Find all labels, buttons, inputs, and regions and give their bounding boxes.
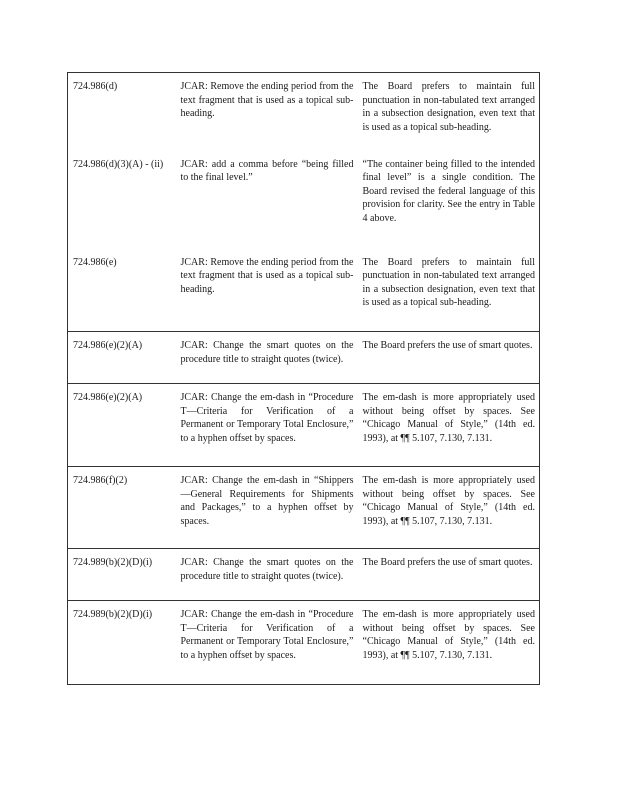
response-cell: The Board prefers the use of smart quotes. (358, 549, 540, 601)
table-row (68, 73, 540, 151)
response-cell: The Board prefers to maintain full punctuation in non-tabulated text arranged in a subsection designation, even text that is used as a topical sub-heading. (358, 73, 540, 151)
response-cell: “The container being filled to the intended final level” is a single condition. The Board revised the federal language of this provision for clarity. See the entry in Table 4 above. (358, 151, 540, 249)
table-row (68, 151, 540, 249)
comment-cell: JCAR: Change the smart quotes on the procedure title to straight quotes (twice). (176, 549, 358, 601)
comment-cell: JCAR: add a comma before “being filled to the final level.” (180, 158, 354, 183)
section-cell: 724.986(f)(2) (68, 467, 176, 549)
table-row (68, 601, 540, 685)
response-cell: The Board prefers the use of smart quotes. (358, 332, 540, 384)
section-cell: 724.986(e)(2)(A) (68, 332, 176, 384)
table-row (68, 332, 540, 384)
comment-cell: JCAR: Change the em-dash in “Procedure T—Criteria for Verification of a Permanent or Temporary Total Enclosure,” to a hyphen offset by spaces. (176, 601, 358, 685)
section-cell: 724.989(b)(2)(D)(i) (68, 601, 176, 685)
comments-table (67, 72, 540, 685)
table-row (68, 467, 540, 549)
section-cell: 724.986(d)(3)(A) - (ii) (68, 151, 176, 249)
table-row (68, 384, 540, 467)
table-row (68, 549, 540, 601)
response-cell: The em-dash is more appropriately used without being offset by spaces. See “Chicago Manual of Style,” (14th ed. 1993), at ¶¶ 5.107, 7.130, 7.131. (358, 384, 540, 467)
response-cell: The Board prefers to maintain full punctuation in non-tabulated text arranged in a subsection designation, even text that is used as a topical sub-heading. (358, 249, 540, 332)
section-cell: 724.986(d) (68, 73, 176, 151)
section-cell: 724.986(e) (68, 249, 176, 332)
response-cell: The em-dash is more appropriately used without being offset by spaces. See “Chicago Manual of Style,” (14th ed. 1993), at ¶¶ 5.107, 7.130, 7.131. (358, 467, 540, 549)
section-cell: 724.986(e)(2)(A) (68, 384, 176, 467)
section-cell: 724.989(b)(2)(D)(i) (68, 549, 176, 601)
comment-cell: JCAR: Change the smart quotes on the procedure title to straight quotes (twice). (176, 332, 358, 384)
comment-cell: JCAR: Remove the ending period from the text fragment that is used as a topical sub-heading. (176, 73, 358, 151)
comment-cell: JCAR: Remove the ending period from the text fragment that is used as a topical sub-heading. (176, 249, 358, 332)
response-cell: The em-dash is more appropriately used without being offset by spaces. See “Chicago Manual of Style,” (14th ed. 1993), at ¶¶ 5.107, 7.130, 7.131. (358, 601, 540, 685)
comment-cell: JCAR: Change the em-dash in “Shippers—General Requirements for Shipments and Packages,” to a hyphen offset by spaces. (176, 467, 358, 549)
comment-cell: JCAR: Change the em-dash in “Procedure T—Criteria for Verification of a Permanent or Temporary Total Enclosure,” to a hyphen offset by spaces. (176, 384, 358, 467)
table-row (68, 249, 540, 332)
